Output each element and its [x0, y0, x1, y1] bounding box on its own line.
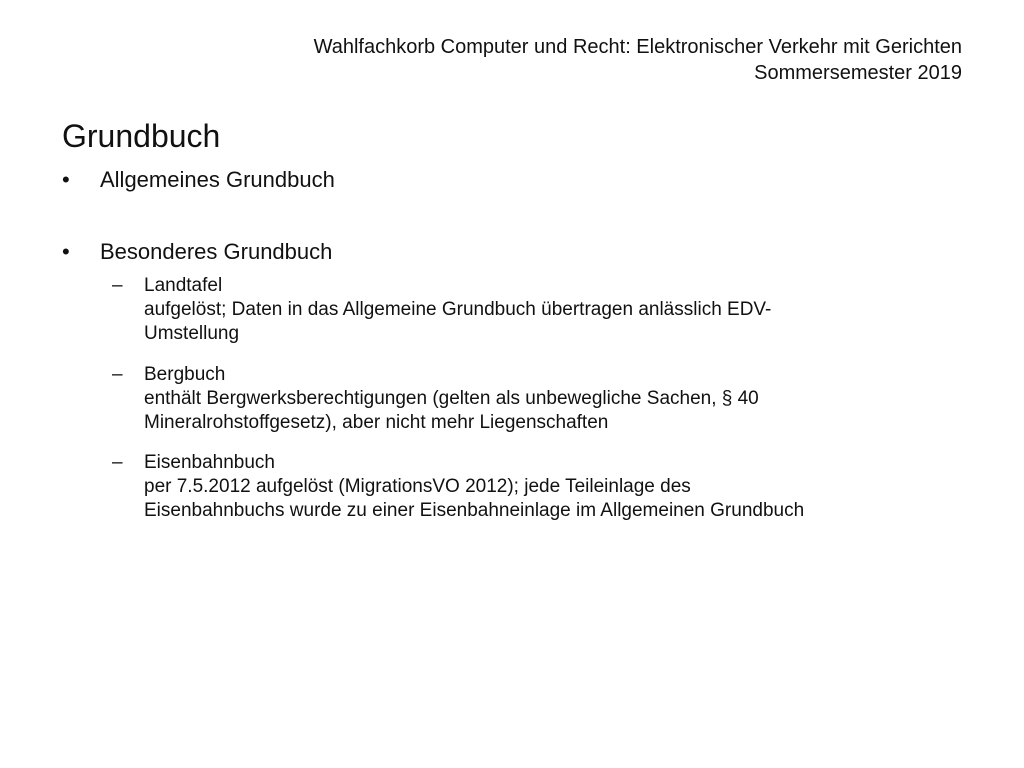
dash-mark: – — [112, 364, 123, 385]
subitem-heading: Bergbuch — [144, 364, 226, 385]
subitem-heading: Eisenbahnbuch — [144, 452, 275, 473]
subitem-line: per 7.5.2012 aufgelöst (MigrationsVO 2012); jede Teileinlage des — [144, 476, 691, 497]
subitem-body — [144, 451, 972, 523]
subitem-line: enthält Bergwerksberechtigungen (gelten als unbewegliche Sachen, § 40 — [144, 388, 759, 409]
bullet-besonderes-grundbuch — [62, 238, 332, 266]
dash-mark: – — [112, 452, 123, 473]
course-title: Wahlfachkorb Computer und Recht: Elektronischer Verkehr mit Gerichten — [313, 36, 962, 58]
subitem-line: aufgelöst; Daten in das Allgemeine Grundbuch übertragen anlässlich EDV- — [144, 299, 772, 320]
bullet-mark: • — [62, 239, 70, 264]
bullet-text: Allgemeines Grundbuch — [100, 167, 335, 192]
bullet-text: Besonderes Grundbuch — [100, 239, 333, 264]
subitem-bergbuch — [112, 363, 972, 435]
subitem-line: Mineralrohstoffgesetz), aber nicht mehr Liegenschaften — [144, 412, 609, 433]
subitem-landtafel — [112, 274, 972, 346]
bullet-mark: • — [62, 167, 70, 192]
bullet-allgemeines-grundbuch — [62, 166, 335, 194]
subitem-line: Umstellung — [144, 323, 240, 344]
page-title: Grundbuch — [62, 118, 221, 154]
subitem-body — [144, 363, 972, 435]
subitem-body — [144, 274, 972, 346]
dash-mark: – — [112, 275, 123, 296]
semester-label: Sommersemester 2019 — [754, 62, 962, 84]
slide-header — [62, 34, 962, 86]
subitem-eisenbahnbuch — [112, 451, 972, 523]
subitem-line: Eisenbahnbuchs wurde zu einer Eisenbahneinlage im Allgemeinen Grundbuch — [144, 500, 805, 521]
subitem-heading: Landtafel — [144, 275, 223, 296]
